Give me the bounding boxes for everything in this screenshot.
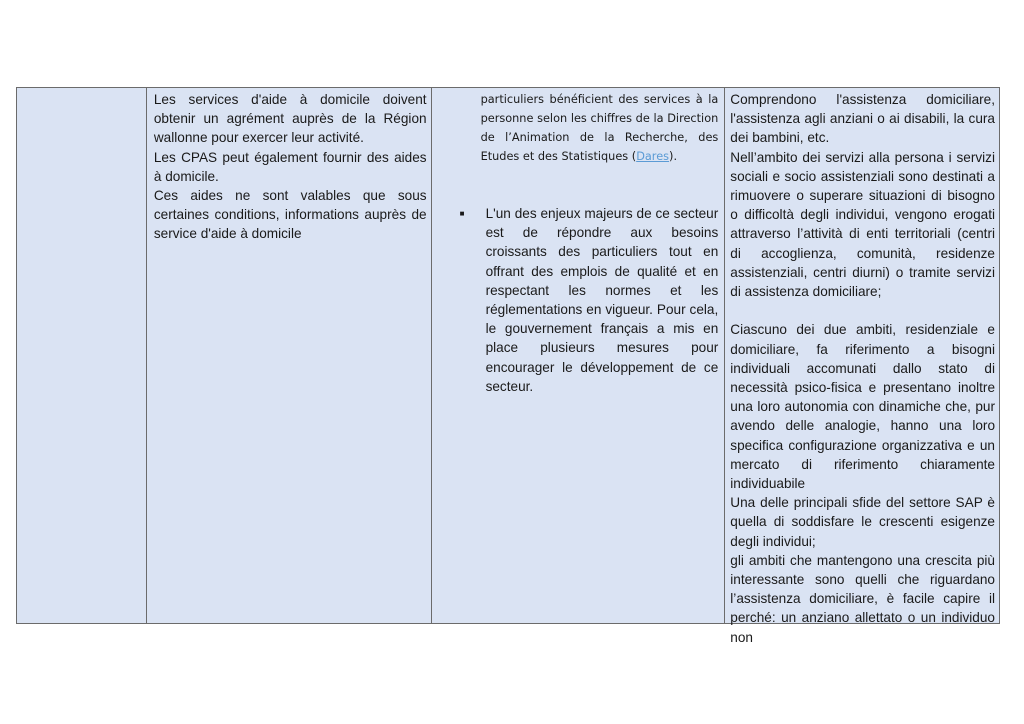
- paragraph: Comprendono l'assistenza domiciliare, l'assistenza agli anziani o ai disabili, la cura dei bambini, etc.: [730, 92, 995, 146]
- paragraph: gli ambiti che mantengono una crescita più interessante sono quelli che riguardano l’assistenza domiciliare, è facile capire il perché: un anziano allettato o un individuo non: [730, 552, 995, 645]
- dares-link[interactable]: Dares: [636, 150, 670, 163]
- text: particuliers bénéficient des services à la personne selon les chiffres de la Direction de l’Animation de la Recherche, des Etudes et des Statistiques (: [480, 93, 719, 163]
- bullet-text: L'un des enjeux majeurs de ce secteur est de répondre aux besoins croissants des particuliers tout en offrant des emplois de qualité et en respectant les normes et les réglementations en vigueur. Pour cela, le gouvernement français a mis en place plusieurs mesures pour encourager le développement de ce secteur.: [485, 206, 719, 394]
- content-table: [16, 87, 1000, 645]
- table-cell-wallonia: [147, 88, 432, 623]
- paragraph: Les services d'aide à domicile doivent obtenir un agrément auprès de la Région wallonne pour exercer leur activité.: [153, 92, 427, 146]
- text: ).: [669, 150, 678, 163]
- square-bullet-icon: ■: [459, 209, 465, 218]
- paragraph: Nell’ambito dei servizi alla persona i servizi sociali e socio assistenziali sono destinati a rimuovere o superare situazioni di bisogno o difficoltà degli individui, vengono erogati attraverso l’attività di enti territoriali (centri di accoglienza, comunità, residenze assistenziali, centri diurni) o tramite servizi di assistenza domiciliare;: [730, 149, 995, 300]
- paragraph: Una delle principali sfide del settore SAP è quella di soddisfare le crescenti esigenze degli individui;: [730, 495, 995, 549]
- table-cell-italy: [725, 88, 999, 645]
- paragraph: Ciascuno dei due ambiti, residenziale e domiciliare, fa riferimento a bisogni individuali accomunati dallo stato di necessità psico-fisica e presentano inoltre una loro autonomia con dinamiche che, pur avendo delle analogie, hanno una loro specifica configurazione organizzativa e un mercato di riferimento chiaramente individuabile: [730, 322, 995, 492]
- spacer: [730, 301, 995, 320]
- table-cell-france: [432, 88, 726, 623]
- paragraph: Ces aides ne sont valables que sous certaines conditions, informations auprès de service d'aide à domicile: [153, 188, 427, 242]
- table-cell-empty: [17, 88, 147, 623]
- paragraph: [440, 90, 719, 166]
- paragraph: Les CPAS peut également fournir des aides à domicile.: [153, 149, 427, 184]
- bullet-list-item: [440, 204, 719, 396]
